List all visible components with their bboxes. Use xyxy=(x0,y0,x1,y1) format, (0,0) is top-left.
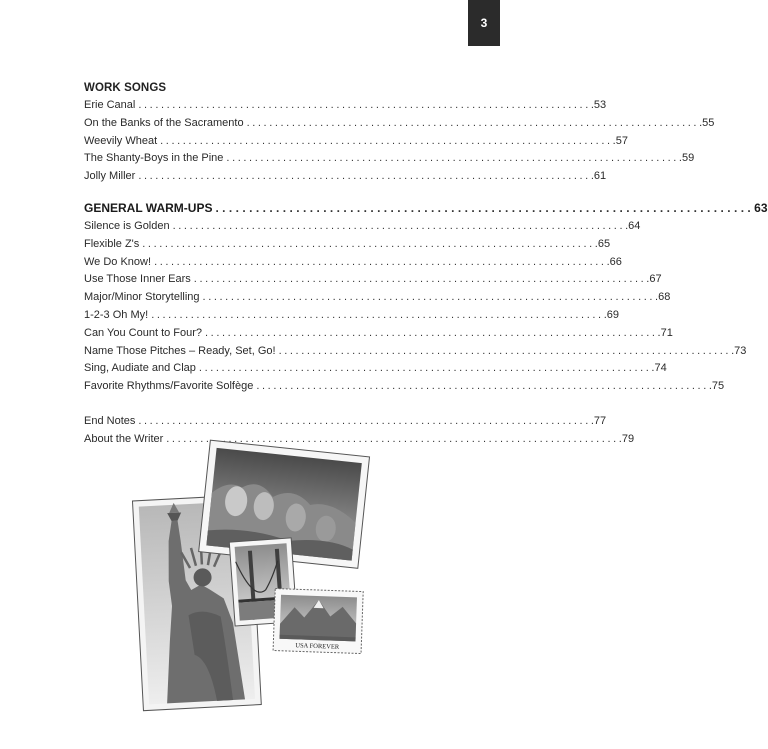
toc-entry-title: Jolly Miller xyxy=(84,170,136,183)
dot-leader: ................................................................................ xyxy=(138,99,591,111)
dot-leader: ................................................................................ xyxy=(151,308,604,321)
toc-entry[interactable] xyxy=(84,168,607,186)
toc-entry-page: .67 xyxy=(646,273,662,286)
toc-entry-title: Can You Count to Four? xyxy=(84,326,203,339)
toc-entry[interactable] xyxy=(84,271,662,289)
dot-leader: ................................................................................ xyxy=(256,380,709,393)
dot-leader: ................................................................................ xyxy=(154,255,607,268)
toc-entry-page: .79 xyxy=(618,432,635,445)
toc-entry[interactable] xyxy=(84,360,667,378)
toc-entry-title: Erie Canal xyxy=(84,99,136,111)
toc-entry-page: .68 xyxy=(655,291,671,304)
page-number: 3 xyxy=(480,16,488,30)
dot-leader: ................................................................................ xyxy=(166,432,619,445)
toc-entry[interactable] xyxy=(84,413,607,431)
section-spacer xyxy=(84,186,417,199)
dot-leader: ................................................................................ xyxy=(205,326,658,339)
toc-entry-title: Silence is Golden xyxy=(84,219,170,232)
toc-entry[interactable] xyxy=(84,236,611,254)
toc-entry-title: On the Banks of the Sacramento xyxy=(84,116,244,129)
toc-entry-page: .53 xyxy=(590,99,607,111)
toc-entry[interactable] xyxy=(84,97,607,115)
toc-entry-page: .75 xyxy=(708,380,725,393)
toc-entry-title: Flexible Z's xyxy=(84,237,140,250)
toc-entry-title: Weevily Wheat xyxy=(84,134,158,147)
toc-entry[interactable] xyxy=(84,343,747,361)
toc-entry[interactable] xyxy=(84,307,619,325)
dot-leader: ................................................................................ xyxy=(138,170,591,183)
toc-entry[interactable] xyxy=(84,254,622,272)
toc-entry-page: .61 xyxy=(590,170,607,183)
toc-entry-title: Favorite Rhythms/Favorite Solfège xyxy=(84,380,254,393)
toc-entry-title: About the Writer xyxy=(84,432,164,445)
toc-entry-title: 1-2-3 Oh My! xyxy=(84,308,149,321)
toc-entry-page: .57 xyxy=(612,134,628,147)
toc-entry-title: End Notes xyxy=(84,414,136,427)
toc-entry-title: Major/Minor Storytelling xyxy=(84,291,200,304)
toc-entry[interactable] xyxy=(84,325,673,343)
usa-forever-stamp xyxy=(273,589,363,654)
toc-entry-page: .59 xyxy=(678,152,695,165)
toc-entry-page: .66 xyxy=(606,255,622,268)
toc-entry-page: .71 xyxy=(657,326,673,339)
dot-leader: ................................................................................ xyxy=(215,200,755,215)
toc-entry[interactable] xyxy=(84,378,725,396)
dot-leader: ................................................................................ xyxy=(142,237,595,250)
toc-entry-page: .69 xyxy=(603,308,619,321)
stamp-label: USA FOREVER xyxy=(295,642,340,651)
dot-leader: ................................................................................ xyxy=(278,344,732,357)
toc-entry-page: .73 xyxy=(731,344,747,357)
dot-leader: ................................................................................ xyxy=(172,219,626,232)
dot-leader: ................................................................................ xyxy=(226,152,679,165)
dot-leader: ................................................................................ xyxy=(138,414,591,427)
toc-entry[interactable] xyxy=(84,218,641,236)
toc-entry-title: We Do Know! xyxy=(84,255,152,268)
toc-entry-title: Name Those Pitches – Ready, Set, Go! xyxy=(84,344,276,357)
toc-entry[interactable] xyxy=(84,115,715,133)
toc-entry-page: .65 xyxy=(594,237,611,250)
toc-entry-title: Sing, Audiate and Clap xyxy=(84,362,196,375)
toc-entry-title: The Shanty-Boys in the Pine xyxy=(84,152,224,165)
page-number-tab xyxy=(468,0,500,46)
toc-entry-title: Use Those Inner Ears xyxy=(84,273,191,286)
section-title: GENERAL WARM-UPS xyxy=(84,200,213,215)
dot-leader: ................................................................................ xyxy=(202,291,656,304)
dot-leader: ................................................................................ xyxy=(193,273,647,286)
toc-entry-page: .64 xyxy=(625,219,641,232)
toc-entry[interactable] xyxy=(84,133,628,151)
section-heading-work-songs: WORK SONGS xyxy=(84,82,167,94)
dot-leader: ................................................................................ xyxy=(198,362,652,375)
toc-entry[interactable] xyxy=(84,289,671,307)
toc-entry-page: .55 xyxy=(699,116,715,129)
dot-leader: ................................................................................ xyxy=(160,134,613,147)
dot-leader: ................................................................................ xyxy=(246,116,700,129)
section-heading-general-warm-ups[interactable] xyxy=(84,199,768,218)
toc-entry[interactable] xyxy=(84,150,695,168)
toc-entry-page: .74 xyxy=(651,362,667,375)
photo-collage xyxy=(132,440,372,710)
section-spacer xyxy=(84,396,417,413)
table-of-contents xyxy=(84,80,768,449)
section-page: 63 xyxy=(754,200,768,215)
toc-entry-page: .77 xyxy=(590,414,607,427)
